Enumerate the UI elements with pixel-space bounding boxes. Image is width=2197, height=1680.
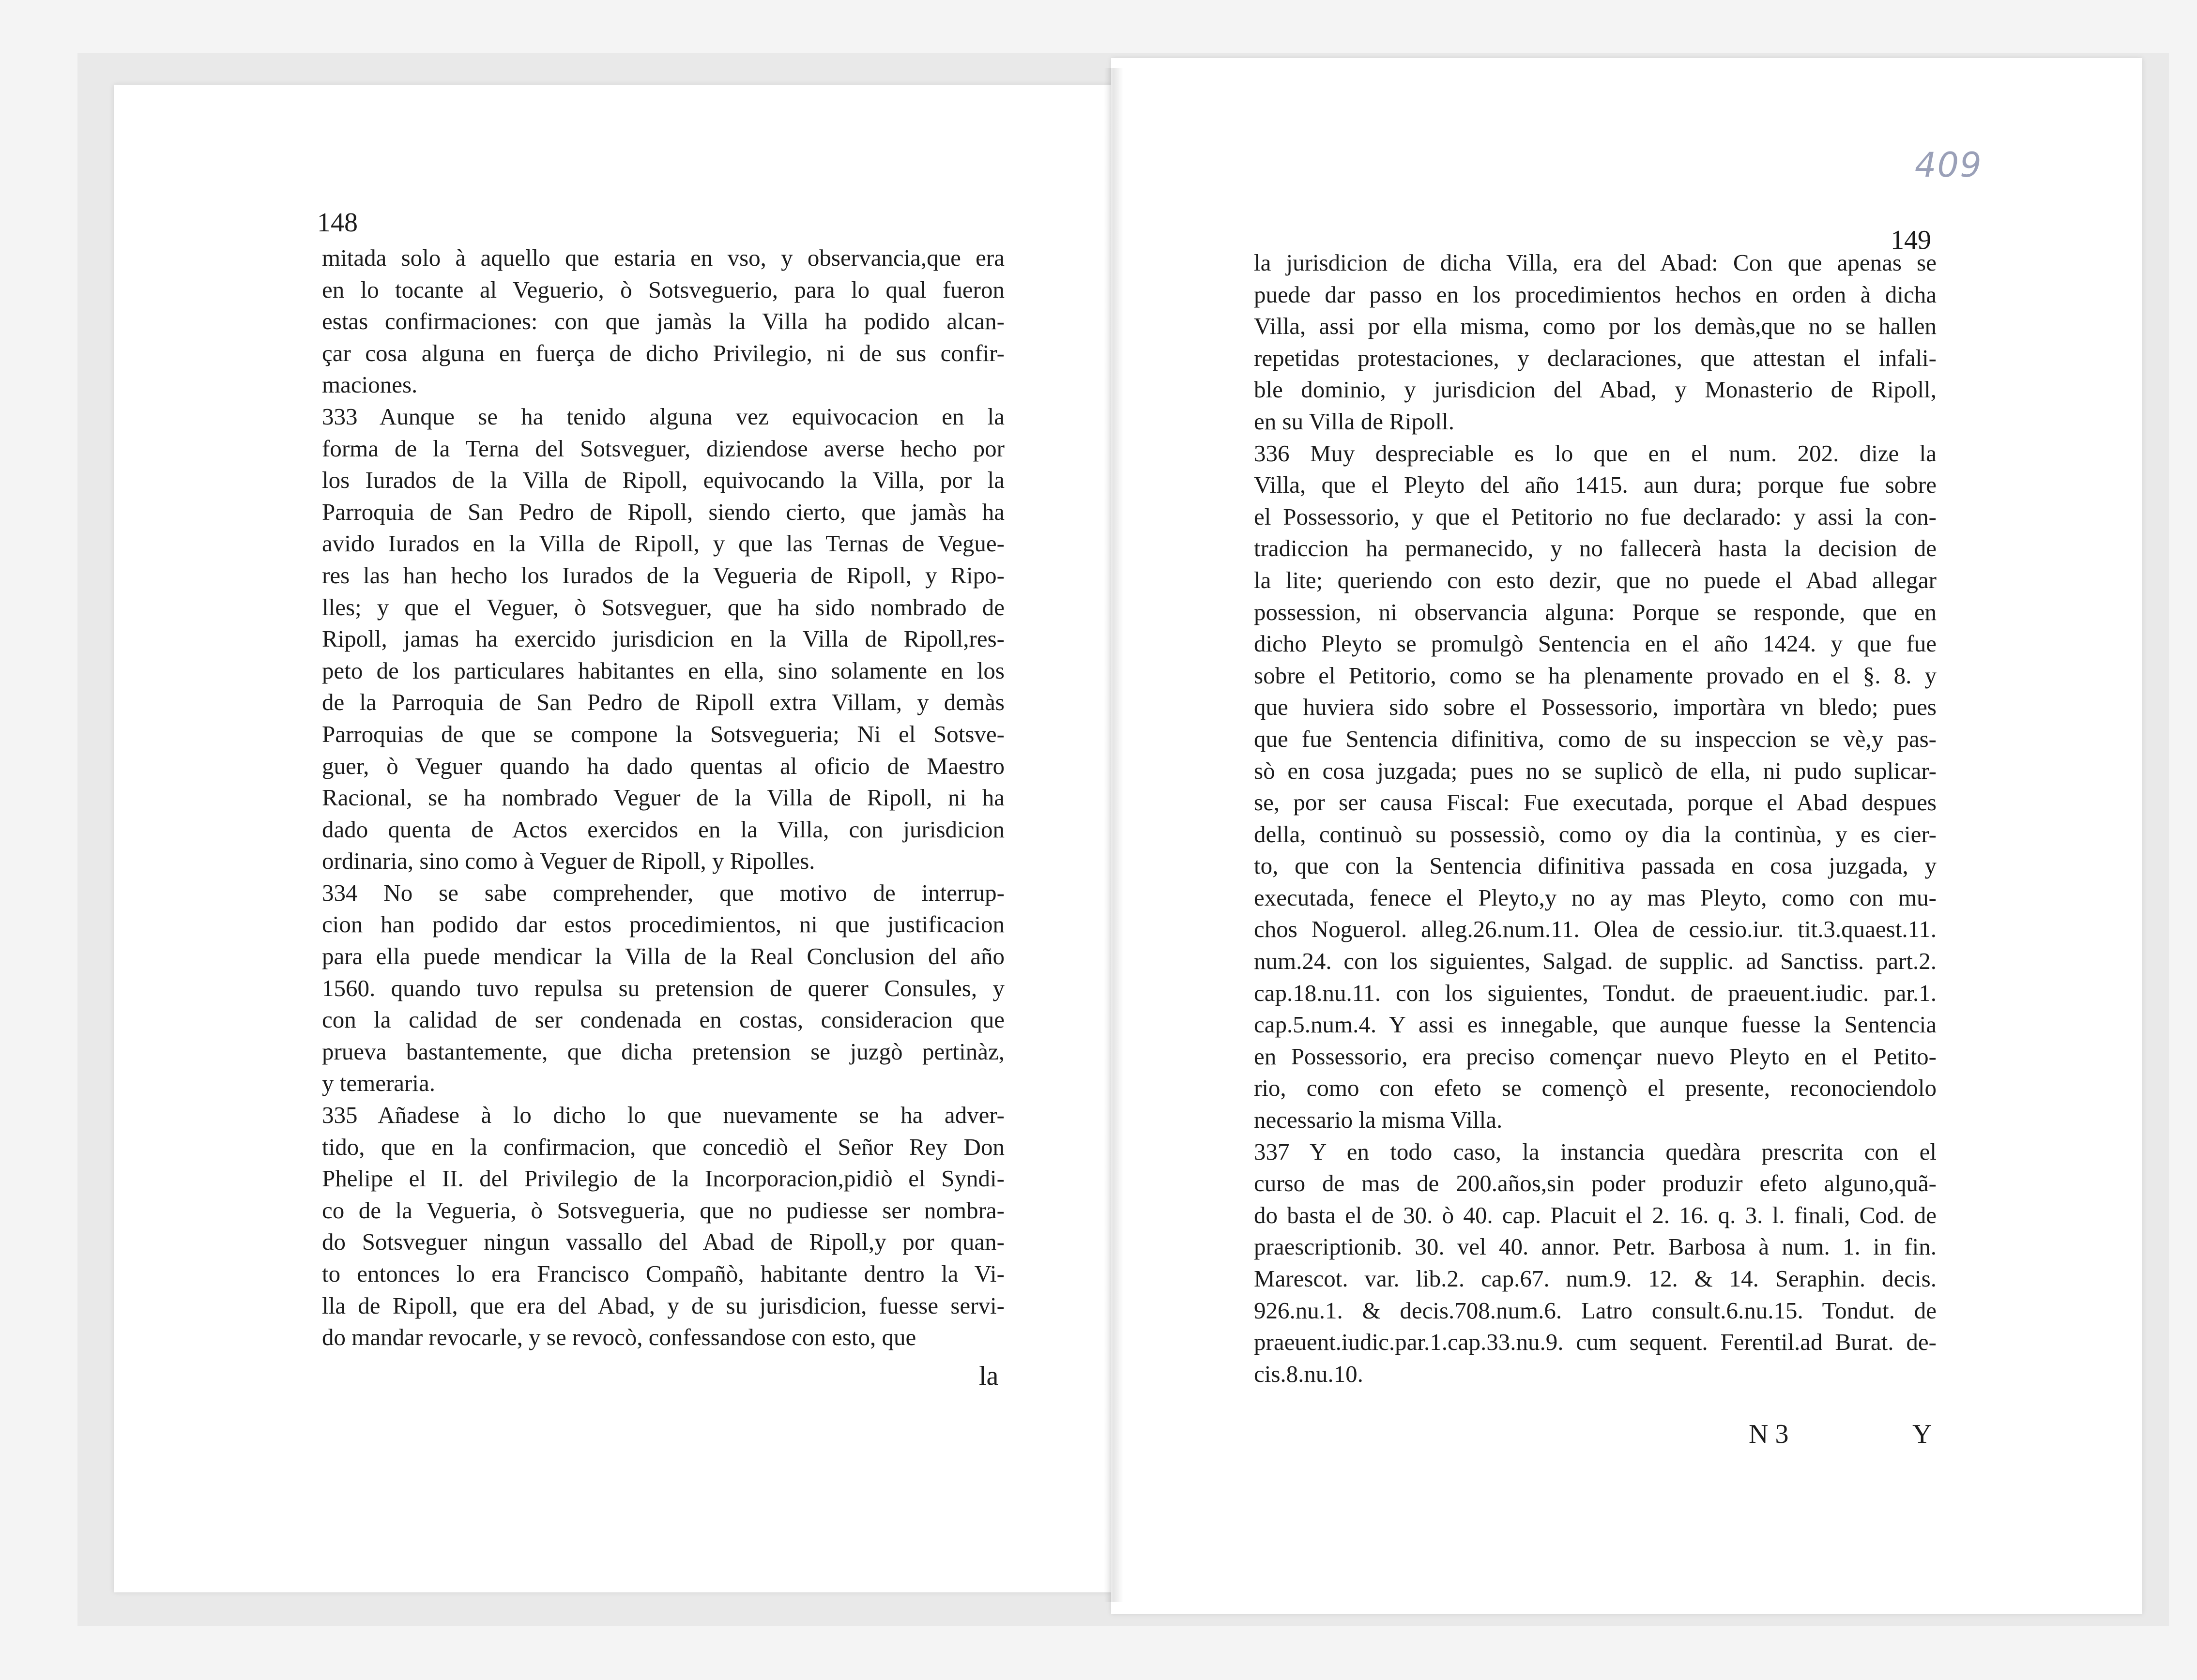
text-line: mitada solo à aquello que estaria en vso, y observancia,que era xyxy=(322,244,1005,271)
text-line: to entonces lo era Francisco Compañò, habitante dentro la Vi- xyxy=(322,1260,1005,1287)
text-line: lles; y que el Veguer, ò Sotsveguer, que ha sido nombrado de xyxy=(322,593,1005,621)
text-line: praeuent.iudic.par.1.cap.33.nu.9. cum sequent. Ferentil.ad Burat. de- xyxy=(1254,1329,1937,1356)
text-line: 336 Muy despreciable es lo que en el num. 202. dize la xyxy=(1254,439,1937,467)
text-line: en su Villa de Ripoll. xyxy=(1254,408,1454,435)
text-line: curso de mas de 200.años,sin poder produzir efeto alguno,quã- xyxy=(1254,1170,1937,1197)
text-line: en lo tocante al Veguerio, ò Sotsveguerio, para lo qual fueron xyxy=(322,276,1005,303)
right-page-text xyxy=(1254,247,1937,1390)
text-line: dado quenta de Actos exercidos en la Villa, con jurisdicion xyxy=(322,816,1005,843)
handwritten-folio-number: 409 xyxy=(1915,145,1983,185)
text-line: co de la Vegueria, ò Sotsvegueria, que no pudiesse ser nombra- xyxy=(322,1196,1005,1224)
right-page-number: 149 xyxy=(1891,225,1931,255)
text-line: Racional, se ha nombrado Veguer de la Villa de Ripoll, ni ha xyxy=(322,784,1005,811)
text-line: ordinaria, sino como à Veguer de Ripoll, y Ripolles. xyxy=(322,848,815,875)
text-line: se, por ser causa Fiscal: Fue executada, porque el Abad despues xyxy=(1254,789,1937,816)
text-line: çar cosa alguna en fuerça de dicho Privilegio, ni de sus confir- xyxy=(322,339,1005,366)
text-line: Parroquia de San Pedro de Ripoll, siendo cierto, que jamàs ha xyxy=(322,498,1005,525)
text-line: 926.nu.1. & decis.708.num.6. Latro consult.6.nu.15. Tondut. de xyxy=(1254,1297,1937,1324)
text-line: tradiccion ha permanecido, y no fallecerà hasta la decision de xyxy=(1254,535,1937,562)
text-line: cap.5.num.4. Y assi es innegable, que aunque fuesse la Sentencia xyxy=(1254,1011,1937,1038)
text-line: para ella puede mendicar la Villa de la Real Conclusion del año xyxy=(322,943,1005,970)
text-line: los Iurados de la Villa de Ripoll, equivocando la Villa, por la xyxy=(322,467,1005,494)
text-line: della, continuò su possessiò, como oy dia la continùa, y es cier- xyxy=(1254,820,1937,848)
text-line: guer, ò Veguer quando ha dado quentas al oficio de Maestro xyxy=(322,752,1005,779)
text-line: Ripoll, jamas ha exercido jurisdicion en la Villa de Ripoll,res- xyxy=(322,625,1005,652)
text-line: la jurisdicion de dicha Villa, era del Abad: Con que apenas se xyxy=(1254,249,1937,276)
book-gutter xyxy=(1104,68,1123,1602)
text-line: ble dominio, y jurisdicion del Abad, y Monasterio de Ripoll, xyxy=(1254,376,1937,403)
text-line: Villa, assi por ella misma, como por los demàs,que no se hallen xyxy=(1254,313,1937,340)
text-line: chos Noguerol. alleg.26.num.11. Olea de cessio.iur. tit.3.quaest.11. xyxy=(1254,916,1937,943)
text-line: 333 Aunque se ha tenido alguna vez equivocacion en la xyxy=(322,403,1005,430)
text-line: maciones. xyxy=(322,371,418,398)
text-line: en Possessorio, era preciso començar nuevo Pleyto en el Petito- xyxy=(1254,1043,1937,1070)
text-line: sò en cosa juzgada; pues no se suplicò de ella, ni pudo suplicar- xyxy=(1254,757,1937,784)
text-line: res las han hecho los Iurados de la Vegueria de Ripoll, y Ripo- xyxy=(322,561,1005,589)
left-catchword: la xyxy=(979,1361,999,1391)
text-line: de la Parroquia de San Pedro de Ripoll extra Villam, y demàs xyxy=(322,689,1005,716)
text-line: possession, ni observancia alguna: Porque se responde, que en xyxy=(1254,598,1937,625)
text-line: con la calidad de ser condenada en costas, consideracion que xyxy=(322,1006,1005,1033)
text-line: 334 No se sabe comprehender, que motivo de interrup- xyxy=(322,879,1005,906)
text-line: cap.18.nu.11. con los siguientes, Tondut. de praeuent.iudic. par.1. xyxy=(1254,979,1937,1006)
text-line: Parroquias de que se compone la Sotsvegueria; Ni el Sotsve- xyxy=(322,720,1005,747)
signature-mark: N 3 xyxy=(1749,1419,1789,1449)
text-line: 335 Añadese à lo dicho lo que nuevamente se ha adver- xyxy=(322,1102,1005,1129)
text-line: lla de Ripoll, que era del Abad, y de su jurisdicion, fuesse servi- xyxy=(322,1292,1005,1319)
text-line: cis.8.nu.10. xyxy=(1254,1360,1363,1387)
text-line: el Possessorio, y que el Petitorio no fue declarado: y assi la con- xyxy=(1254,503,1937,530)
text-line: la lite; queriendo con esto dezir, que no puede el Abad allegar xyxy=(1254,566,1937,593)
text-line: praescriptionib. 30. vel 40. annor. Petr. Barbosa à num. 1. in fin. xyxy=(1254,1233,1937,1260)
text-line: 1560. quando tuvo repulsa su pretension de querer Consules, y xyxy=(322,974,1005,1001)
left-page-text xyxy=(322,242,1005,1353)
text-line: tido, que en la confirmacion, que concediò el Señor Rey Don xyxy=(322,1133,1005,1160)
text-line: avido Iurados en la Villa de Ripoll, y que las Ternas de Vegue- xyxy=(322,530,1005,557)
text-line: repetidas protestaciones, y declaraciones, que attestan el infali- xyxy=(1254,344,1937,371)
text-line: que fue Sentencia difinitiva, como de su inspeccion se vè,y pas- xyxy=(1254,725,1937,752)
text-line: Villa, que el Pleyto del año 1415. aun dura; porque fue sobre xyxy=(1254,471,1937,499)
text-line: do basta el de 30. ò 40. cap. Placuit el 2. 16. q. 3. l. finali, Cod. de xyxy=(1254,1201,1937,1228)
right-catchword: Y xyxy=(1912,1419,1932,1449)
text-line: do Sotsveguer ningun vassallo del Abad de Ripoll,y por quan- xyxy=(322,1228,1005,1256)
text-line: prueva bastantemente, que dicha pretension se juzgò pertinàz, xyxy=(322,1038,1005,1065)
text-line: Phelipe el II. del Privilegio de la Incorporacion,pidiò el Syndi- xyxy=(322,1165,1005,1192)
text-line: que huviera sido sobre el Possessorio, importàra vn bledo; pues xyxy=(1254,694,1937,721)
text-line: forma de la Terna del Sotsveguer, diziendose averse hecho por xyxy=(322,435,1005,462)
text-line: peto de los particulares habitantes en ella, sino solamente en los xyxy=(322,657,1005,684)
text-line: 337 Y en todo caso, la instancia quedàra prescrita con el xyxy=(1254,1138,1937,1165)
text-line: rio, como con efeto se començò el presente, reconociendolo xyxy=(1254,1075,1937,1102)
text-line: dicho Pleyto se promulgò Sentencia en el año 1424. y que fue xyxy=(1254,630,1937,657)
text-line: y temeraria. xyxy=(322,1070,435,1097)
text-line: puede dar passo en los procedimientos hechos en orden à dicha xyxy=(1254,281,1937,308)
text-line: Marescot. var. lib.2. cap.67. num.9. 12. & 14. Seraphin. decis. xyxy=(1254,1265,1937,1292)
text-line: do mandar revocarle, y se revocò, confessandose con esto, que xyxy=(322,1324,916,1351)
text-line: sobre el Petitorio, como se ha plenamente provado en el §. 8. y xyxy=(1254,662,1937,689)
text-line: necessario la misma Villa. xyxy=(1254,1106,1503,1134)
text-line: estas confirmaciones: con que jamàs la Villa ha podido alcan- xyxy=(322,308,1005,335)
left-page-number: 148 xyxy=(317,208,358,238)
text-line: to, que con la Sentencia difinitiva passada en cosa juzgada, y xyxy=(1254,852,1937,879)
text-line: cion han podido dar estos procedimientos, ni que justificacion xyxy=(322,911,1005,938)
text-line: num.24. con los siguientes, Salgad. de supplic. ad Sanctiss. part.2. xyxy=(1254,948,1937,975)
text-line: executada, fenece el Pleyto,y no ay mas Pleyto, como con mu- xyxy=(1254,884,1937,911)
